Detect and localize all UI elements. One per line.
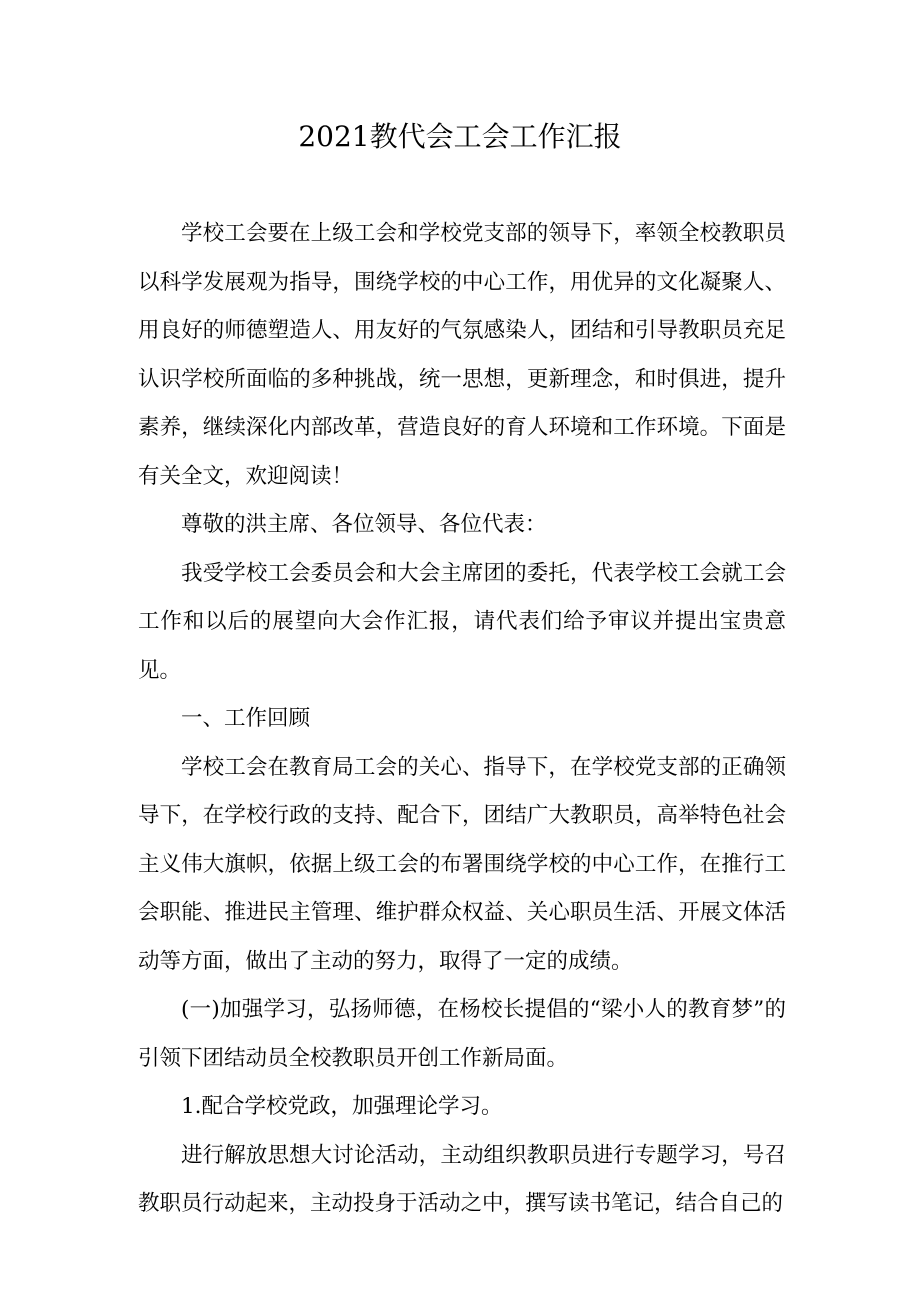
paragraph-entrusted: 我受学校工会委员会和大会主席团的委托，代表学校工会就工会工作和以后的展望向大会作汇报，请代表们给予审议并提出宝贵意见。 bbox=[138, 560, 786, 683]
document-title: 2021教代会工会工作汇报 bbox=[298, 120, 622, 153]
document-body bbox=[138, 210, 786, 1229]
section-heading-work-review: 一、工作回顾 bbox=[181, 706, 311, 731]
item-heading-1: 1.配合学校党政，加强理论学习。 bbox=[181, 1094, 503, 1119]
paragraph-salutation: 尊敬的洪主席、各位领导、各位代表： bbox=[181, 512, 547, 537]
paragraph-intro: 学校工会要在上级工会和学校党支部的领导下，率领全校教职员以科学发展观为指导，围绕学校的中心工作，用优异的文化凝聚人、用良好的师德塑造人、用友好的气氛感染人，团结和引导教职员充足认识学校所面临的多种挑战，统一思想，更新理念，和时俱进，提升素养，继续深化内部改革，营造良好的育人环境和工作环境。下面是有关全文，欢迎阅读！ bbox=[138, 221, 786, 489]
subsection-heading-1: (一)加强学习，弘扬师德，在杨校长提倡的“梁小人的教育梦”的引领下团结动员全校教职员开创工作新局面。 bbox=[138, 997, 786, 1071]
paragraph-work-review: 学校工会在教育局工会的关心、指导下，在学校党支部的正确领导下，在学校行政的支持、配合下，团结广大教职员，高举特色社会主义伟大旗帜，依据上级工会的布署围绕学校的中心工作，在推行工会职能、推进民主管理、维护群众权益、关心职员生活、开展文体活动等方面，做出了主动的努力，取得了一定的成绩。 bbox=[138, 754, 786, 974]
paragraph-discussion: 进行解放思想大讨论活动，主动组织教职员进行专题学习，号召教职员行动起来，主动投身于活动之中，撰写读书笔记，结合自己的 bbox=[138, 1142, 786, 1216]
